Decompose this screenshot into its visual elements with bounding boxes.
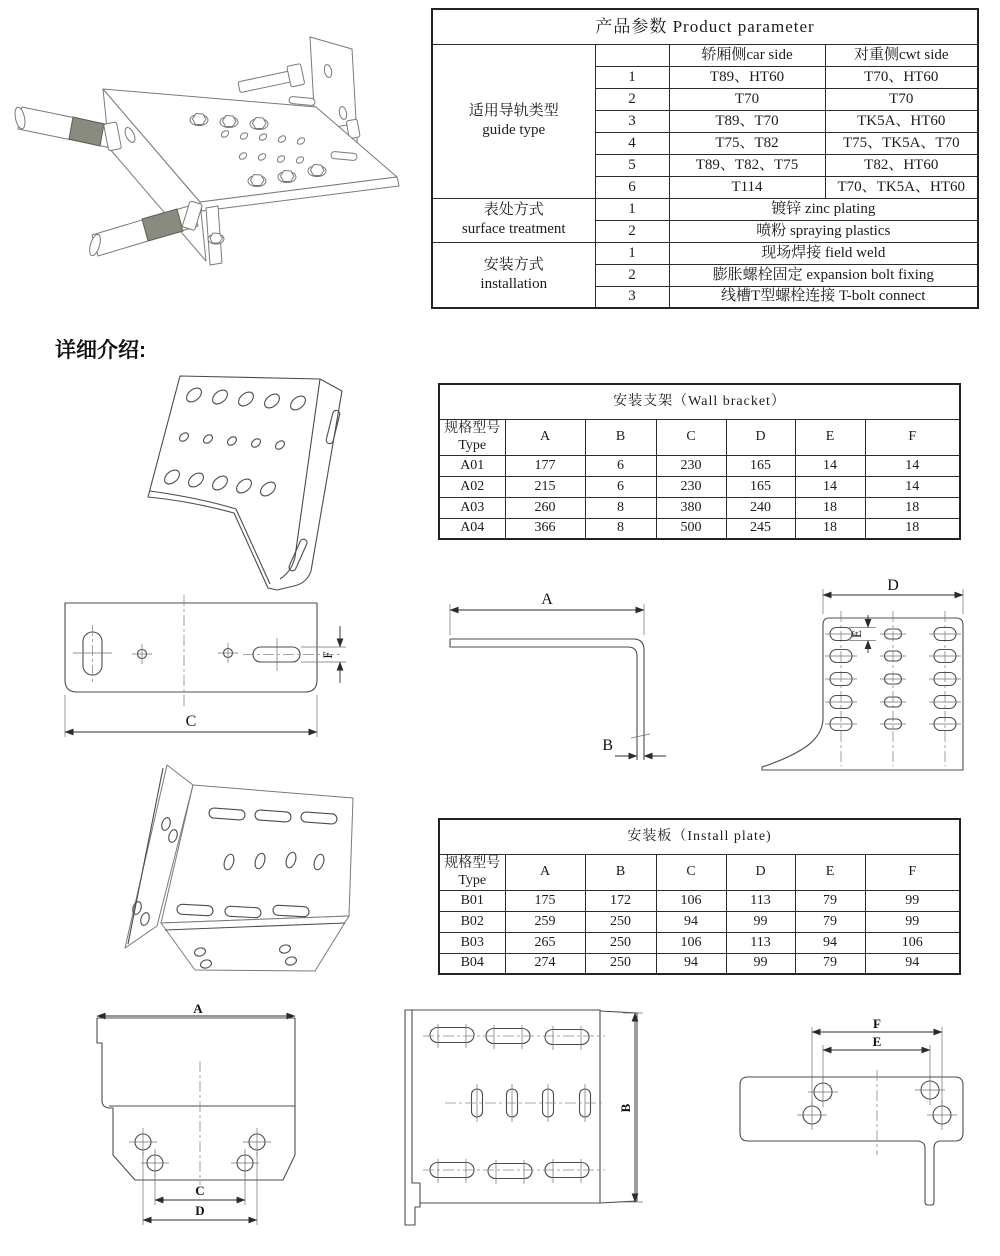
- table-row: 4 T75、T82 T75、TK5A、T70: [432, 132, 978, 154]
- install-plate-table-title: 安装板（Install plate): [439, 819, 960, 854]
- stud-bolt-top: [237, 64, 305, 98]
- cwt-side-header: 对重侧cwt side: [825, 44, 978, 66]
- table-row: 5 T89、T82、T75 T82、HT60: [432, 154, 978, 176]
- expansion-bolt-lower: [87, 201, 202, 257]
- table-row: A02 215 6 230 165 14 14: [439, 476, 960, 497]
- detail-intro-heading: 详细介绍:: [55, 339, 146, 362]
- install-plate-face-view: [395, 1000, 660, 1250]
- slots-bottom-row: [423, 1159, 605, 1184]
- slots-middle-row: [445, 1084, 603, 1122]
- dim-label-e: E: [872, 1034, 882, 1049]
- dim-label-a: A: [541, 591, 553, 608]
- wall-bracket-iso-drawing: [130, 365, 390, 595]
- dim-label-b: B: [602, 737, 613, 754]
- dim-label-f: F: [320, 651, 335, 659]
- installation-label: 安装方式 installation: [432, 242, 595, 308]
- table-row: A04 366 8 500 245 18 18: [439, 518, 960, 539]
- product-table-title: 产品参数 Product parameter: [432, 9, 978, 44]
- table-row: A01 177 6 230 165 14 14: [439, 455, 960, 476]
- install-plate-table: 安装板（Install plate) 规格型号 Type A B C D E F B01 175 172 106 113 79 99 B02 259 250 94 99 79 99 B03 265 250 106 113 94 106 B04 274 250 94 99 79 94: [438, 818, 961, 975]
- table-row: B02 259 250 94 99 79 99: [439, 911, 960, 932]
- type-header: 规格型号 Type: [439, 419, 505, 455]
- wall-bracket-table-title: 安装支架（Wall bracket）: [439, 384, 960, 419]
- table-row: B01 175 172 106 113 79 99: [439, 890, 960, 911]
- install-plate-iso-drawing: [105, 758, 395, 990]
- dim-label-c: C: [185, 713, 197, 730]
- guide-type-label: 适用导轨类型 guide type: [432, 44, 595, 198]
- table-row: 3 T89、T70 TK5A、HT60: [432, 110, 978, 132]
- type-header: 规格型号 Type: [439, 854, 505, 890]
- table-row: B03 265 250 106 113 94 106: [439, 932, 960, 953]
- table-row: 6 T114 T70、TK5A、HT60: [432, 176, 978, 198]
- dim-label-b: B: [618, 1103, 633, 1113]
- table-row: 安装方式 installation 1 现场焊接 field weld: [432, 242, 978, 264]
- table-row: A03 260 8 380 240 18 18: [439, 497, 960, 518]
- wall-bracket-profile-view: [445, 586, 685, 768]
- table-row: 表处方式 surface treatment 1 镀锌 zinc plating: [432, 198, 978, 220]
- dim-label-c: C: [195, 1183, 205, 1198]
- install-plate-top-view: [705, 1015, 1000, 1210]
- wall-bracket-front-view: [55, 595, 350, 745]
- table-row: 2 喷粉 spraying plastics: [432, 220, 978, 242]
- table-row: 2 膨胀螺栓固定 expansion bolt fixing: [432, 264, 978, 286]
- dim-label-d: D: [887, 578, 899, 594]
- surface-treatment-label: 表处方式 surface treatment: [432, 198, 595, 242]
- dim-label-d: D: [195, 1203, 205, 1218]
- install-plate-front-view: [85, 1003, 335, 1240]
- dim-label-a: A: [193, 1003, 203, 1016]
- bracket-assembly-3d-drawing: [10, 15, 430, 305]
- product-parameter-table: [431, 8, 979, 309]
- table-row: 2 T70 T70: [432, 88, 978, 110]
- empty-cell: [595, 44, 669, 66]
- table-row: 1 T89、HT60 T70、HT60: [432, 66, 978, 88]
- dim-label-e: E: [849, 630, 864, 638]
- wall-bracket-table: 安装支架（Wall bracket） 规格型号 Type A B C D E F A01 177 6 230 165 14 14 A02 215 6 230 165 14 14 A03 260 8 380 240 18 18 A04 366 8 500 245 18 18: [438, 383, 961, 540]
- dim-label-f: F: [873, 1016, 881, 1031]
- slots-top-row: [423, 1024, 605, 1050]
- wall-bracket-face-view: [755, 578, 990, 790]
- car-side-header: 轿厢侧car side: [669, 44, 825, 66]
- table-row: 3 线槽T型螺栓连接 T-bolt connect: [432, 286, 978, 308]
- table-row: B04 274 250 94 99 79 94: [439, 953, 960, 974]
